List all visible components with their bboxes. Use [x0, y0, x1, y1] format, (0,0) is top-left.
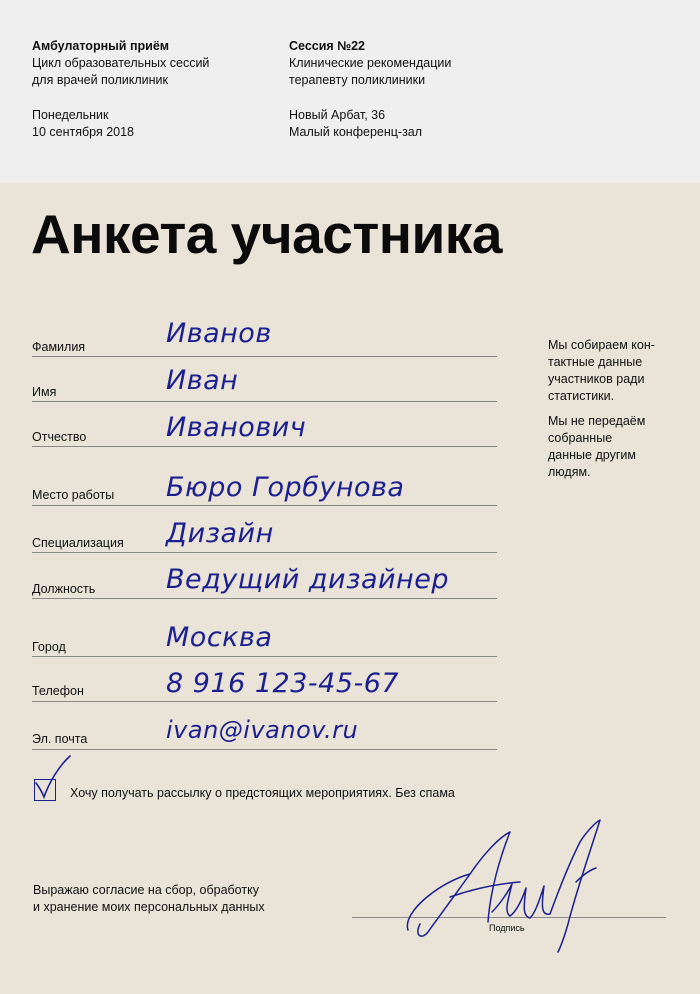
note-line: данные другим — [548, 448, 636, 462]
field-underline — [32, 446, 497, 447]
event-title: Амбулаторный приём — [32, 39, 170, 53]
note-line: тактные данные — [548, 355, 643, 369]
form-title: Анкета участника — [31, 203, 502, 265]
field-label: Фамилия — [32, 340, 86, 354]
field-value[interactable]: Иванов — [166, 318, 272, 349]
privacy-note-share — [548, 413, 673, 481]
note-line: участников ради — [548, 372, 645, 386]
consent-line: Выражаю согласие на сбор, обработку — [33, 883, 259, 897]
field-value[interactable]: Бюро Горбунова — [166, 472, 405, 503]
note-line: собранные — [548, 431, 613, 445]
field-value[interactable]: Иван — [166, 365, 239, 396]
field-value[interactable]: Москва — [166, 622, 273, 653]
event-date-value: 10 сентября 2018 — [32, 125, 134, 139]
field-underline — [32, 505, 497, 506]
handwritten-signature — [400, 812, 615, 962]
field-underline — [32, 749, 497, 750]
note-line: людям. — [548, 465, 591, 479]
event-date — [32, 107, 134, 141]
session-title: Сессия №22 — [289, 39, 366, 53]
field-label: Специализация — [32, 536, 124, 550]
field-label: Эл. почта — [32, 732, 88, 746]
event-info — [32, 38, 209, 89]
session-subtitle-2: терапевту поликлиники — [289, 73, 426, 87]
field-label: Отчество — [32, 430, 87, 444]
checkmark-icon — [32, 753, 74, 805]
signature-label: Подпись — [489, 923, 525, 933]
note-line: Мы собираем кон- — [548, 338, 655, 352]
field-underline — [32, 701, 497, 702]
newsletter-label[interactable]: Хочу получать рассылку о предстоящих мероприятиях. Без спама — [70, 786, 455, 800]
field-value[interactable]: Дизайн — [166, 518, 274, 549]
field-underline — [32, 356, 497, 357]
session-address: Новый Арбат, 36 — [289, 108, 386, 122]
field-value[interactable]: Ведущий дизайнер — [166, 564, 449, 595]
field-label: Город — [32, 640, 66, 654]
field-value[interactable]: ivan@ivanov.ru — [166, 716, 359, 744]
session-info — [289, 38, 451, 89]
consent-text — [33, 882, 265, 916]
field-underline — [32, 401, 497, 402]
session-room: Малый конференц-зал — [289, 125, 423, 139]
field-underline — [32, 656, 497, 657]
consent-line: и хранение моих персональных данных — [33, 900, 265, 914]
privacy-note-collect — [548, 337, 673, 405]
event-header — [0, 0, 700, 183]
field-value[interactable]: Иванович — [166, 412, 307, 443]
field-label: Место работы — [32, 488, 115, 502]
event-subtitle-1: Цикл образовательных сессий — [32, 56, 210, 70]
field-underline — [32, 598, 497, 599]
event-day: Понедельник — [32, 108, 109, 122]
field-value[interactable]: 8 916 123-45-67 — [166, 668, 400, 699]
field-underline — [32, 552, 497, 553]
note-line: Мы не передаём — [548, 414, 646, 428]
field-label: Телефон — [32, 684, 84, 698]
event-subtitle-2: для врачей поликлиник — [32, 73, 168, 87]
note-line: статистики. — [548, 389, 615, 403]
session-subtitle-1: Клинические рекомендации — [289, 56, 452, 70]
field-label: Должность — [32, 582, 96, 596]
session-location — [289, 107, 422, 141]
field-label: Имя — [32, 385, 57, 399]
